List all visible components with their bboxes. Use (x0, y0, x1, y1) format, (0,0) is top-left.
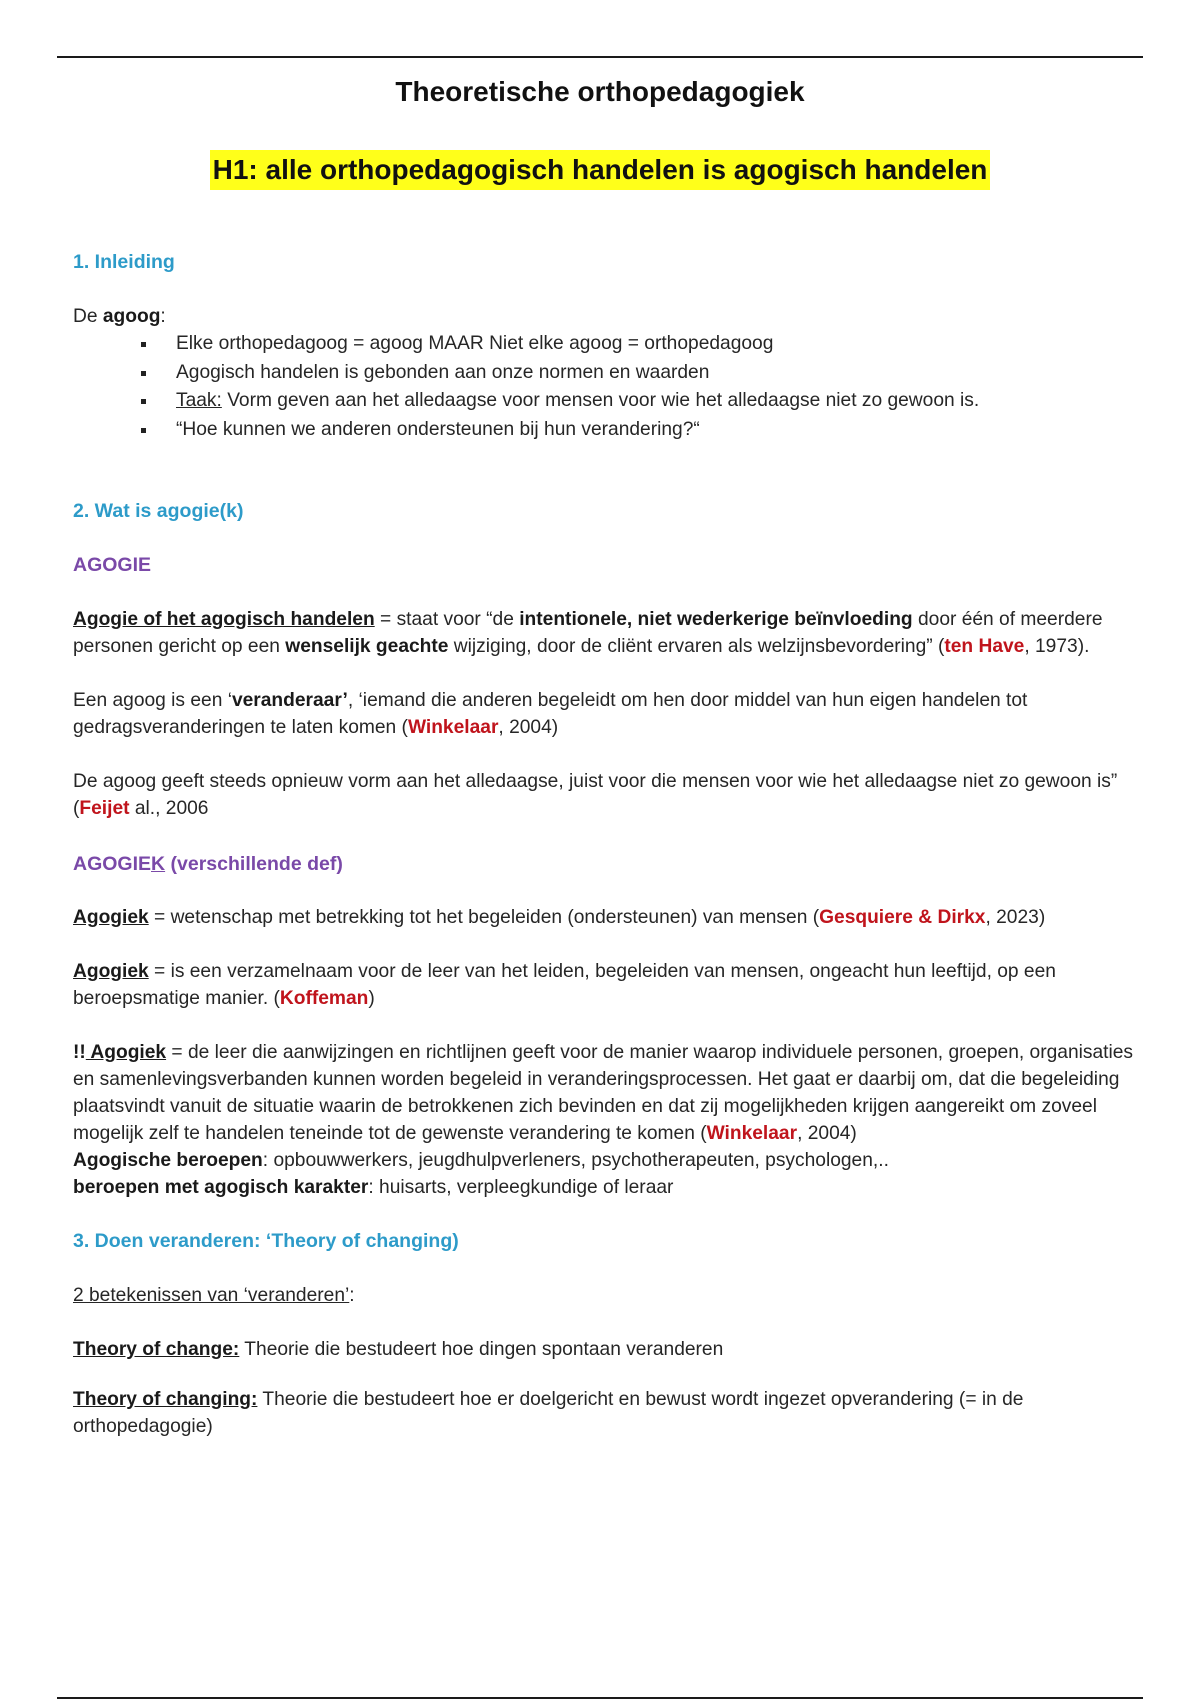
list-item: Elke orthopedagoog = agoog MAAR Niet elke agoog = orthopedagoog (176, 330, 1133, 359)
bottom-rule (57, 1697, 1143, 1699)
agogie-definition: Agogie of het agogisch handelen = staat voor “de intentionele, niet wederkerige beïnvloeding door één of meerdere personen gericht op een wenselijk geachte wijziging, door de cliënt ervaren als welzijnsbevordering” (ten Have, 1973). (73, 609, 1103, 657)
list-item: Agogisch handelen is gebonden aan onze normen en waarden (176, 359, 1133, 388)
agogiek-definition-2: Agogiek = is een verzamelnaam voor de leer van het leiden, begeleiden van mensen, ongeacht hun leeftijd, op een beroepsmatige manier. (Koffeman) (73, 961, 1056, 1009)
theory-of-changing: Theory of changing: Theorie die bestudeert hoe er doelgericht en bewust wordt ingezet opverandering (= in de orthopedagogie) (73, 1389, 1024, 1437)
agoog-bullet-list (73, 330, 1133, 444)
citation: Winkelaar (407, 717, 499, 738)
section-heading-inleiding: 1. Inleiding (73, 251, 175, 273)
agogische-beroepen: Agogische beroepen: opbouwwerkers, jeugdhulpverleners, psychotherapeuten, psychologen,.. (73, 1150, 889, 1171)
theory-of-change: Theory of change: Theorie die bestudeert hoe dingen spontaan veranderen (73, 1339, 724, 1360)
veranderaar-paragraph: Een agoog is een ‘veranderaar’, ‘iemand die anderen begeleidt om hen door middel van hun eigen handelen tot gedragsveranderingen te laten komen (Winkelaar, 2004) (73, 690, 1028, 738)
citation: Winkelaar (706, 1123, 798, 1144)
taak-label: Taak: (176, 390, 222, 411)
list-item: Taak: Vorm geven aan het alledaagse voor mensen voor wie het alledaagse niet zo gewoon is. (176, 387, 1133, 416)
agoog-intro: De agoog: (73, 306, 166, 327)
betekenissen-veranderen: 2 betekenissen van ‘veranderen’: (73, 1285, 355, 1306)
citation: ten Have (944, 636, 1025, 657)
list-item: “Hoe kunnen we anderen ondersteunen bij hun verandering?“ (176, 416, 1133, 445)
citation: Feijet (79, 798, 130, 819)
section-heading-doen-veranderen: 3. Doen veranderen: ‘Theory of changing) (73, 1230, 459, 1252)
beroepen-agogisch-karakter: beroepen met agogisch karakter: huisarts, verpleegkundige of leraar (73, 1177, 674, 1198)
agogiek-definition-3: !! Agogiek = de leer die aanwijzingen en richtlijnen geeft voor de manier waarop individuele personen, groepen, organisaties en samenlevingsverbanden kunnen worden begeleid in veranderingsprocessen. Het gaat er daarbij om, dat die begeleiding plaatsvindt vanuit de situatie waarin de betrokkenen zich bevinden en dat zij mogelijkheden krijgen aangereikt om zoveel mogelijk zelf te handelen teneinde tot de gewenste verandering te komen (Winkelaar, 2004) (73, 1042, 1134, 1144)
section-heading-wat-is-agogiek: 2. Wat is agogie(k) (73, 500, 244, 522)
subheading-agogie: AGOGIE (73, 554, 152, 576)
chapter-title: H1: alle orthopedagogisch handelen is agogisch handelen (210, 150, 991, 190)
citation: Gesquiere & Dirkx (819, 907, 986, 928)
document-body (73, 249, 1133, 1440)
chapter-heading-wrap (0, 150, 1200, 190)
alledaagse-paragraph: De agoog geeft steeds opnieuw vorm aan het alledaagse, juist voor die mensen voor wie het alledaagse niet zo gewoon is” (Feijet al., 2006 (73, 771, 1118, 819)
subheading-agogiek: AGOGIEK (verschillende def) (73, 853, 343, 875)
top-rule (57, 56, 1143, 58)
agoog-term: agoog (102, 306, 161, 327)
document-title: Theoretische orthopedagogiek (395, 76, 805, 107)
agogiek-definition-1: Agogiek = wetenschap met betrekking tot het begeleiden (ondersteunen) van mensen (Gesquiere & Dirkx, 2023) (73, 907, 1046, 928)
citation: Koffeman (279, 988, 369, 1009)
